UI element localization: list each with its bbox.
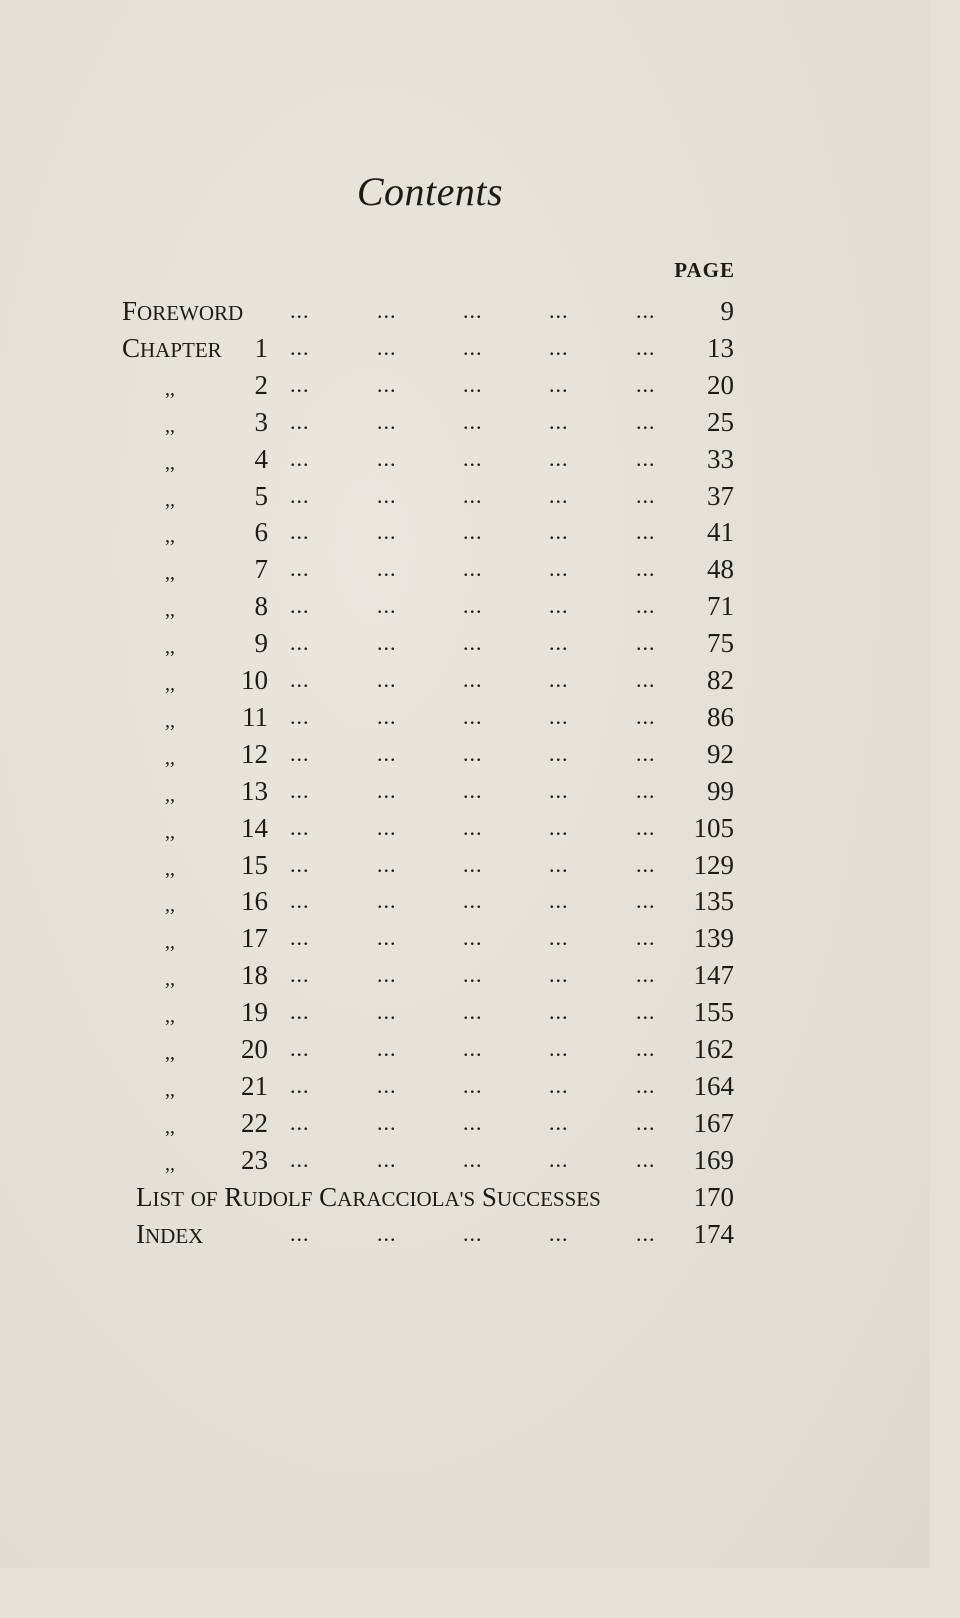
leader-dots: ... — [636, 371, 656, 397]
leader-dots: ... — [636, 519, 656, 545]
ditto-mark: ,, — [165, 1042, 175, 1064]
leader-dots: ... — [636, 1220, 656, 1246]
page-number: 20 — [707, 369, 734, 400]
toc-entry-chapter — [0, 810, 930, 846]
leader-dots: ... — [290, 851, 310, 877]
toc-entry-chapter — [0, 883, 930, 919]
chapter-number: 18 — [241, 960, 268, 991]
leader-dots: ... — [463, 334, 483, 360]
page-number: 162 — [693, 1034, 734, 1064]
leader-dots: ... — [463, 814, 483, 840]
leader-dots: ... — [636, 630, 656, 656]
ditto-mark: ,, — [165, 599, 175, 622]
leader-dots: ... — [377, 851, 397, 877]
toc-entry-chapter — [0, 330, 930, 366]
leader-dots: ... — [377, 630, 397, 656]
toc-entry-chapter — [0, 367, 930, 403]
page-number: 167 — [693, 1107, 734, 1138]
chapter-number: 10 — [241, 665, 268, 695]
leader-dots: ... — [636, 1036, 656, 1061]
ditto-mark: ,, — [165, 1115, 175, 1138]
toc-entry-chapter — [0, 920, 930, 956]
leader-dots: ... — [463, 777, 483, 803]
leader-dots: ... — [636, 667, 656, 692]
leader-dots: ... — [290, 519, 310, 545]
toc-entry-chapter — [0, 699, 930, 735]
leader-dots: ... — [377, 999, 397, 1025]
leader-dots: ... — [290, 703, 310, 729]
leader-dots: ... — [549, 408, 569, 434]
ditto-mark: ,, — [165, 636, 175, 659]
ditto-mark: ,, — [165, 894, 175, 917]
leader-dots: ... — [549, 371, 569, 397]
leader-dots: ... — [463, 445, 483, 471]
leader-dots: ... — [377, 371, 397, 397]
leader-dots: ... — [377, 1146, 397, 1172]
leader-dots: ... — [636, 556, 656, 582]
leader-dots: ... — [636, 925, 656, 951]
leader-dots: ... — [377, 888, 397, 914]
leader-dots: ... — [636, 408, 656, 434]
leader-dots: ... — [636, 1109, 656, 1135]
leader-dots: ... — [549, 703, 569, 729]
toc-entry-chapter — [0, 588, 930, 624]
page-number: 82 — [707, 665, 734, 695]
toc-entry-chapter — [0, 478, 930, 514]
page-number: 48 — [707, 554, 734, 585]
chapter-label: CHAPTER — [122, 332, 222, 363]
leader-dots: ... — [290, 999, 310, 1025]
leader-dots: ... — [636, 445, 656, 471]
chapter-number: 6 — [254, 517, 268, 548]
toc-entry-successes — [0, 1179, 930, 1215]
toc-entry-chapter — [0, 514, 930, 550]
leader-dots: ... — [463, 962, 483, 988]
leader-dots: ... — [377, 556, 397, 582]
ditto-mark: ,, — [165, 968, 175, 991]
page-number: 147 — [693, 960, 734, 991]
leader-dots: ... — [377, 777, 397, 803]
toc-entry-chapter — [0, 957, 930, 993]
leader-dots: ... — [463, 519, 483, 545]
leader-dots: ... — [549, 667, 569, 692]
leader-dots: ... — [636, 999, 656, 1025]
leader-dots: ... — [463, 925, 483, 951]
leader-dots: ... — [463, 999, 483, 1025]
ditto-mark: ,, — [165, 783, 175, 806]
leader-dots: ... — [290, 482, 310, 508]
leader-dots: ... — [377, 298, 397, 323]
leader-dots: ... — [463, 556, 483, 582]
leader-dots: ... — [463, 703, 483, 729]
leader-dots: ... — [549, 482, 569, 508]
chapter-number: 9 — [254, 628, 268, 659]
leader-dots: ... — [377, 962, 397, 988]
leader-dots: ... — [377, 445, 397, 471]
toc-entry-chapter — [0, 441, 930, 477]
ditto-mark: ,, — [165, 525, 175, 548]
toc-entry-chapter — [0, 404, 930, 440]
leader-dots: ... — [549, 1036, 569, 1061]
leader-dots: ... — [290, 1036, 310, 1061]
leader-dots: ... — [290, 298, 310, 323]
page-number: 129 — [693, 849, 734, 880]
chapter-number: 13 — [241, 775, 268, 806]
chapter-number: 2 — [254, 369, 268, 400]
leader-dots: ... — [290, 962, 310, 988]
leader-dots: ... — [377, 334, 397, 360]
leader-dots: ... — [377, 1220, 397, 1246]
leader-dots: ... — [463, 888, 483, 914]
leader-dots: ... — [636, 962, 656, 988]
leader-dots: ... — [290, 445, 310, 471]
leader-dots: ... — [290, 556, 310, 582]
leader-dots: ... — [377, 703, 397, 729]
chapter-number: 8 — [254, 591, 268, 622]
leader-dots: ... — [636, 593, 656, 619]
leader-dots: ... — [290, 777, 310, 803]
ditto-mark: ,, — [165, 673, 175, 695]
toc-entry-chapter — [0, 773, 930, 809]
chapter-number: 21 — [241, 1070, 268, 1101]
leader-dots: ... — [463, 298, 483, 323]
leader-dots: ... — [290, 408, 310, 434]
page-number: 33 — [707, 443, 734, 474]
ditto-mark: ,, — [165, 562, 175, 585]
entry-label: INDEX — [136, 1218, 204, 1249]
chapter-number: 3 — [254, 406, 268, 437]
toc-entry-chapter — [0, 736, 930, 772]
toc-entry-chapter — [0, 625, 930, 661]
chapter-number: 4 — [254, 443, 268, 474]
leader-dots: ... — [463, 667, 483, 692]
leader-dots: ... — [377, 1072, 397, 1098]
page-number: 174 — [693, 1218, 734, 1249]
leader-dots: ... — [290, 814, 310, 840]
leader-dots: ... — [549, 925, 569, 951]
page-title: Contents — [356, 169, 504, 214]
leader-dots: ... — [549, 888, 569, 914]
leader-dots: ... — [549, 519, 569, 545]
leader-dots: ... — [549, 814, 569, 840]
ditto-mark: ,, — [165, 709, 175, 732]
toc-entry-chapter — [0, 1105, 930, 1141]
ditto-mark: ,, — [165, 746, 175, 769]
leader-dots: ... — [377, 1036, 397, 1061]
chapter-number: 20 — [241, 1034, 268, 1064]
leader-dots: ... — [636, 814, 656, 840]
page-number: 139 — [693, 923, 734, 954]
leader-dots: ... — [463, 740, 483, 766]
leader-dots: ... — [463, 482, 483, 508]
leader-dots: ... — [290, 334, 310, 360]
page-number: 105 — [693, 812, 734, 843]
leader-dots: ... — [377, 1109, 397, 1135]
page-column-heading: PAGE — [674, 258, 735, 282]
leader-dots: ... — [636, 334, 656, 360]
chapter-number: 5 — [254, 480, 268, 511]
page-number: 170 — [693, 1181, 734, 1212]
toc-entry-chapter — [0, 994, 930, 1030]
page-number: 37 — [707, 480, 734, 511]
leader-dots: ... — [463, 593, 483, 619]
leader-dots: ... — [290, 1146, 310, 1172]
leader-dots: ... — [549, 777, 569, 803]
leader-dots: ... — [636, 777, 656, 803]
leader-dots: ... — [636, 888, 656, 914]
page-number: 25 — [707, 406, 734, 437]
ditto-mark: ,, — [165, 377, 175, 400]
ditto-mark: ,, — [165, 931, 175, 954]
ditto-mark: ,, — [165, 1152, 175, 1175]
page-number: 92 — [707, 738, 734, 769]
leader-dots: ... — [377, 519, 397, 545]
leader-dots: ... — [463, 851, 483, 877]
page-number: 9 — [720, 296, 734, 326]
leader-dots: ... — [549, 1109, 569, 1135]
toc-entry-chapter — [0, 1031, 930, 1067]
leader-dots: ... — [549, 298, 569, 323]
leader-dots: ... — [377, 482, 397, 508]
page-number: 86 — [707, 701, 734, 732]
leader-dots: ... — [636, 851, 656, 877]
leader-dots: ... — [549, 1146, 569, 1172]
leader-dots: ... — [636, 298, 656, 323]
leader-dots: ... — [549, 1220, 569, 1246]
leader-dots: ... — [290, 593, 310, 619]
page-number: 99 — [707, 775, 734, 806]
page-number: 41 — [707, 517, 734, 548]
leader-dots: ... — [549, 593, 569, 619]
chapter-number: 15 — [241, 849, 268, 880]
ditto-mark: ,, — [165, 820, 175, 843]
ditto-mark: ,, — [165, 1078, 175, 1101]
leader-dots: ... — [463, 1109, 483, 1135]
leader-dots: ... — [290, 1072, 310, 1098]
page-number: 71 — [707, 591, 734, 622]
page-number: 169 — [693, 1144, 734, 1175]
leader-dots: ... — [290, 1220, 310, 1246]
leader-dots: ... — [636, 740, 656, 766]
page-number: 164 — [693, 1070, 734, 1101]
chapter-number: 22 — [241, 1107, 268, 1138]
toc-entry-index — [0, 1216, 930, 1252]
toc-entry-chapter — [0, 551, 930, 587]
chapter-number: 16 — [241, 886, 268, 917]
leader-dots: ... — [463, 630, 483, 656]
leader-dots: ... — [549, 630, 569, 656]
entry-label: LIST OF RUDOLF CARACCIOLA'S SUCCESSES — [136, 1181, 601, 1212]
leader-dots: ... — [463, 1220, 483, 1246]
page-number: 155 — [693, 997, 734, 1028]
leader-dots: ... — [549, 445, 569, 471]
chapter-number: 17 — [241, 923, 268, 954]
leader-dots: ... — [377, 593, 397, 619]
leader-dots: ... — [463, 1036, 483, 1061]
leader-dots: ... — [463, 371, 483, 397]
chapter-number: 1 — [254, 332, 268, 363]
leader-dots: ... — [377, 740, 397, 766]
leader-dots: ... — [549, 556, 569, 582]
leader-dots: ... — [377, 667, 397, 692]
leader-dots: ... — [463, 1072, 483, 1098]
chapter-number: 11 — [242, 701, 268, 732]
leader-dots: ... — [636, 1146, 656, 1172]
leader-dots: ... — [290, 667, 310, 692]
leader-dots: ... — [549, 740, 569, 766]
chapter-number: 19 — [241, 997, 268, 1028]
leader-dots: ... — [377, 814, 397, 840]
leader-dots: ... — [377, 925, 397, 951]
leader-dots: ... — [549, 1072, 569, 1098]
leader-dots: ... — [290, 888, 310, 914]
leader-dots: ... — [549, 851, 569, 877]
ditto-mark: ,, — [165, 857, 175, 880]
page-number: 135 — [693, 886, 734, 917]
leader-dots: ... — [463, 1146, 483, 1172]
leader-dots: ... — [549, 334, 569, 360]
leader-dots: ... — [463, 408, 483, 434]
entry-label: FOREWORD — [122, 296, 244, 326]
leader-dots: ... — [636, 1072, 656, 1098]
leader-dots: ... — [377, 408, 397, 434]
leader-dots: ... — [636, 482, 656, 508]
chapter-number: 12 — [241, 738, 268, 769]
ditto-mark: ,, — [165, 1005, 175, 1028]
toc-entry-chapter — [0, 1068, 930, 1104]
toc-entry-chapter — [0, 1142, 930, 1178]
toc-entry-chapter — [0, 847, 930, 883]
ditto-mark: ,, — [165, 451, 175, 474]
leader-dots: ... — [290, 630, 310, 656]
toc-entry-foreword — [0, 293, 930, 329]
leader-dots: ... — [636, 703, 656, 729]
leader-dots: ... — [290, 740, 310, 766]
page-number: 75 — [707, 628, 734, 659]
chapter-number: 14 — [241, 812, 268, 843]
ditto-mark: ,, — [165, 414, 175, 437]
ditto-mark: ,, — [165, 488, 175, 511]
leader-dots: ... — [290, 1109, 310, 1135]
chapter-number: 7 — [254, 554, 268, 585]
leader-dots: ... — [290, 925, 310, 951]
chapter-number: 23 — [241, 1144, 268, 1175]
leader-dots: ... — [549, 999, 569, 1025]
leader-dots: ... — [290, 371, 310, 397]
toc-entry-chapter — [0, 662, 930, 698]
page-number: 13 — [707, 332, 734, 363]
leader-dots: ... — [549, 962, 569, 988]
